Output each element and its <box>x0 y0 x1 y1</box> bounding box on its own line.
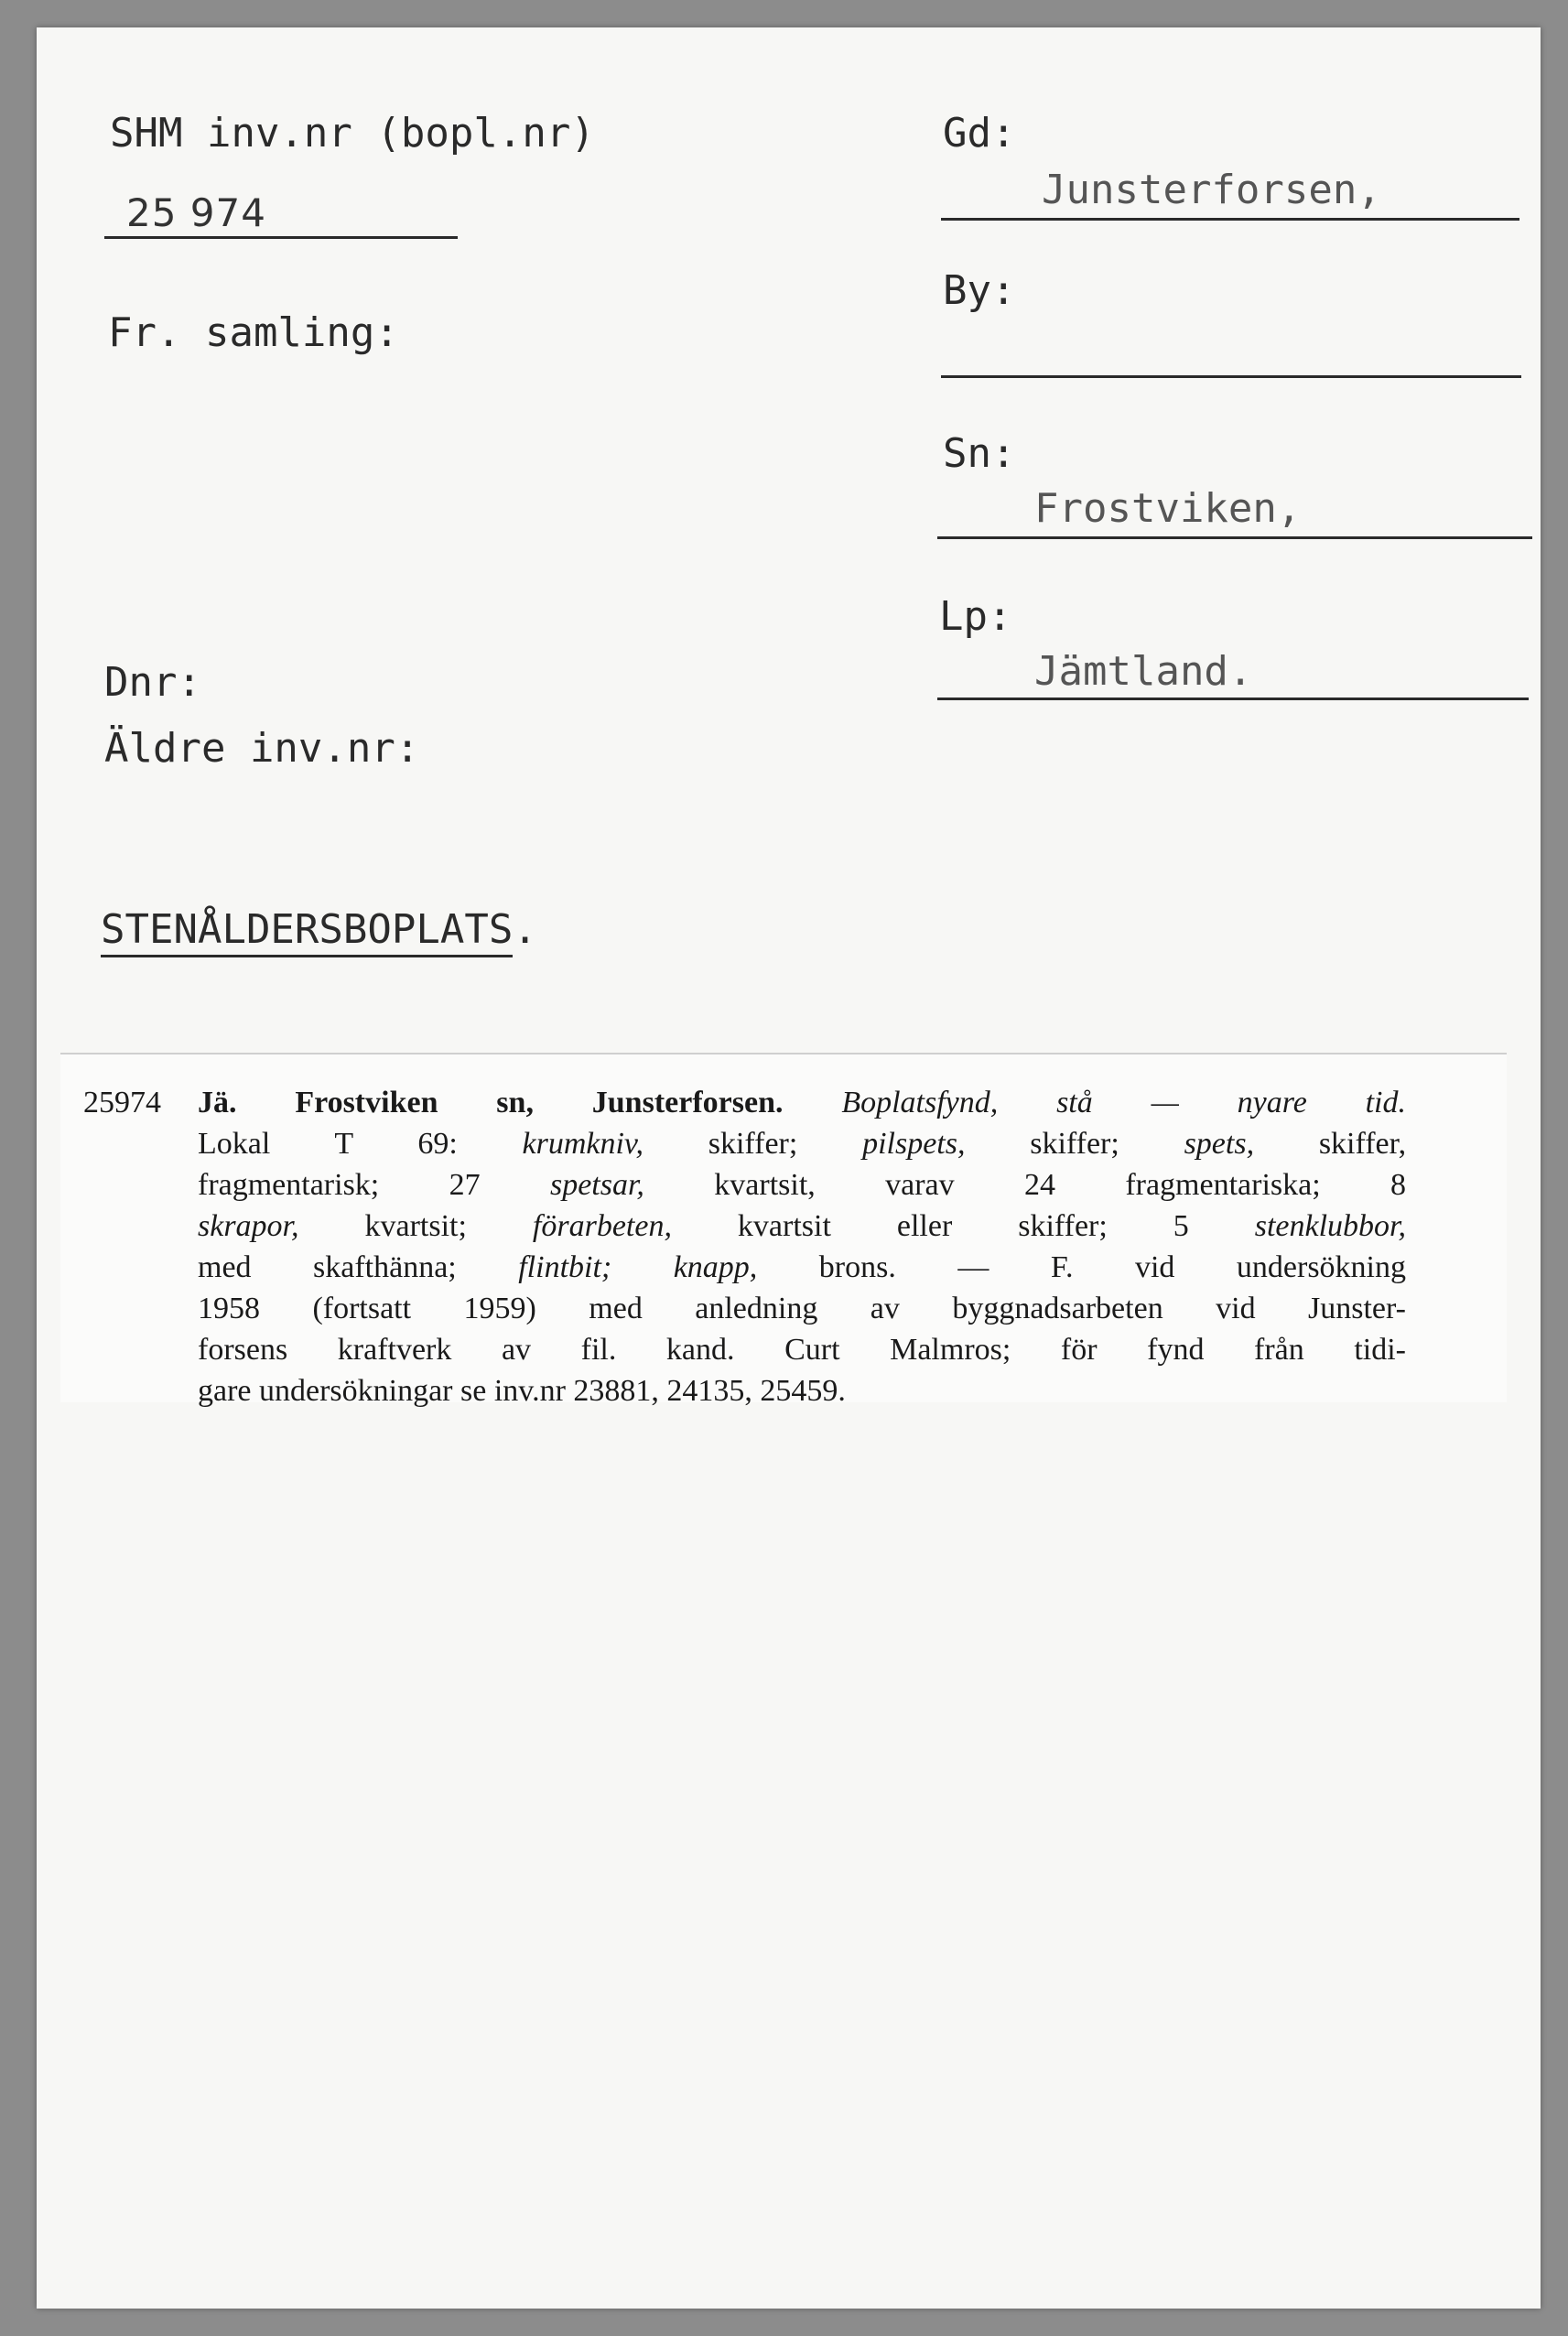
entry-period: Boplatsfynd, stå — nyare tid. <box>841 1086 1406 1119</box>
catalog-entry-slip <box>60 1053 1507 1408</box>
entry-line-7: forsens kraftverk av fil. kand. Curt Malmros; för fynd från tidi- <box>198 1333 1406 1367</box>
by-rule <box>941 375 1521 378</box>
lp-rule <box>937 698 1529 700</box>
entry-site-name: Jä. Frostviken sn, Junsterforsen. <box>198 1086 784 1119</box>
aldre-inv-label: Äldre inv.nr: <box>104 725 420 772</box>
inv-label: SHM inv.nr (bopl.nr) <box>110 110 595 157</box>
catalog-card <box>37 27 1541 2309</box>
entry-line-6: 1958 (fortsatt 1959) med anledning av byggnadsarbeten vid Junster- <box>198 1292 1406 1325</box>
entry-number: 25974 <box>83 1086 161 1119</box>
site-heading <box>101 906 537 953</box>
samling-label: Fr. samling: <box>108 309 399 356</box>
sn-label: Sn: <box>943 430 1016 477</box>
inv-value: 25 974 <box>126 190 266 235</box>
entry-line-2: Lokal T 69: krumkniv, skiffer; pilspets, skiffer; spets, skiffer, <box>198 1127 1407 1161</box>
dnr-label: Dnr: <box>104 659 201 706</box>
entry-line-1 <box>198 1082 1406 1123</box>
sn-rule <box>937 536 1532 539</box>
gd-value: Junsterforsen, <box>1042 167 1381 213</box>
lp-label: Lp: <box>939 593 1012 640</box>
sn-value: Frostviken, <box>1034 485 1302 532</box>
site-heading-text: STENÅLDERSBOPLATS <box>101 906 513 957</box>
site-heading-period: . <box>513 906 537 953</box>
inv-rule <box>104 236 458 239</box>
by-label: By: <box>943 267 1016 314</box>
lp-value: Jämtland. <box>1034 648 1253 695</box>
entry-line-3: fragmentarisk; 27 spetsar, kvartsit, varav 24 fragmentariska; 8 <box>198 1168 1407 1202</box>
gd-rule <box>941 218 1519 221</box>
gd-label: Gd: <box>943 110 1016 157</box>
entry-line-5: med skafthänna; flintbit; knapp, brons. — F. vid undersökning <box>198 1250 1407 1284</box>
entry-line-4: skrapor, kvartsit; förarbeten, kvartsit eller skiffer; 5 stenklubbor, <box>198 1209 1407 1243</box>
entry-line-8: gare undersökningar se inv.nr 23881, 24135, 25459. <box>198 1374 846 1408</box>
catalog-entry <box>83 1082 1407 1411</box>
